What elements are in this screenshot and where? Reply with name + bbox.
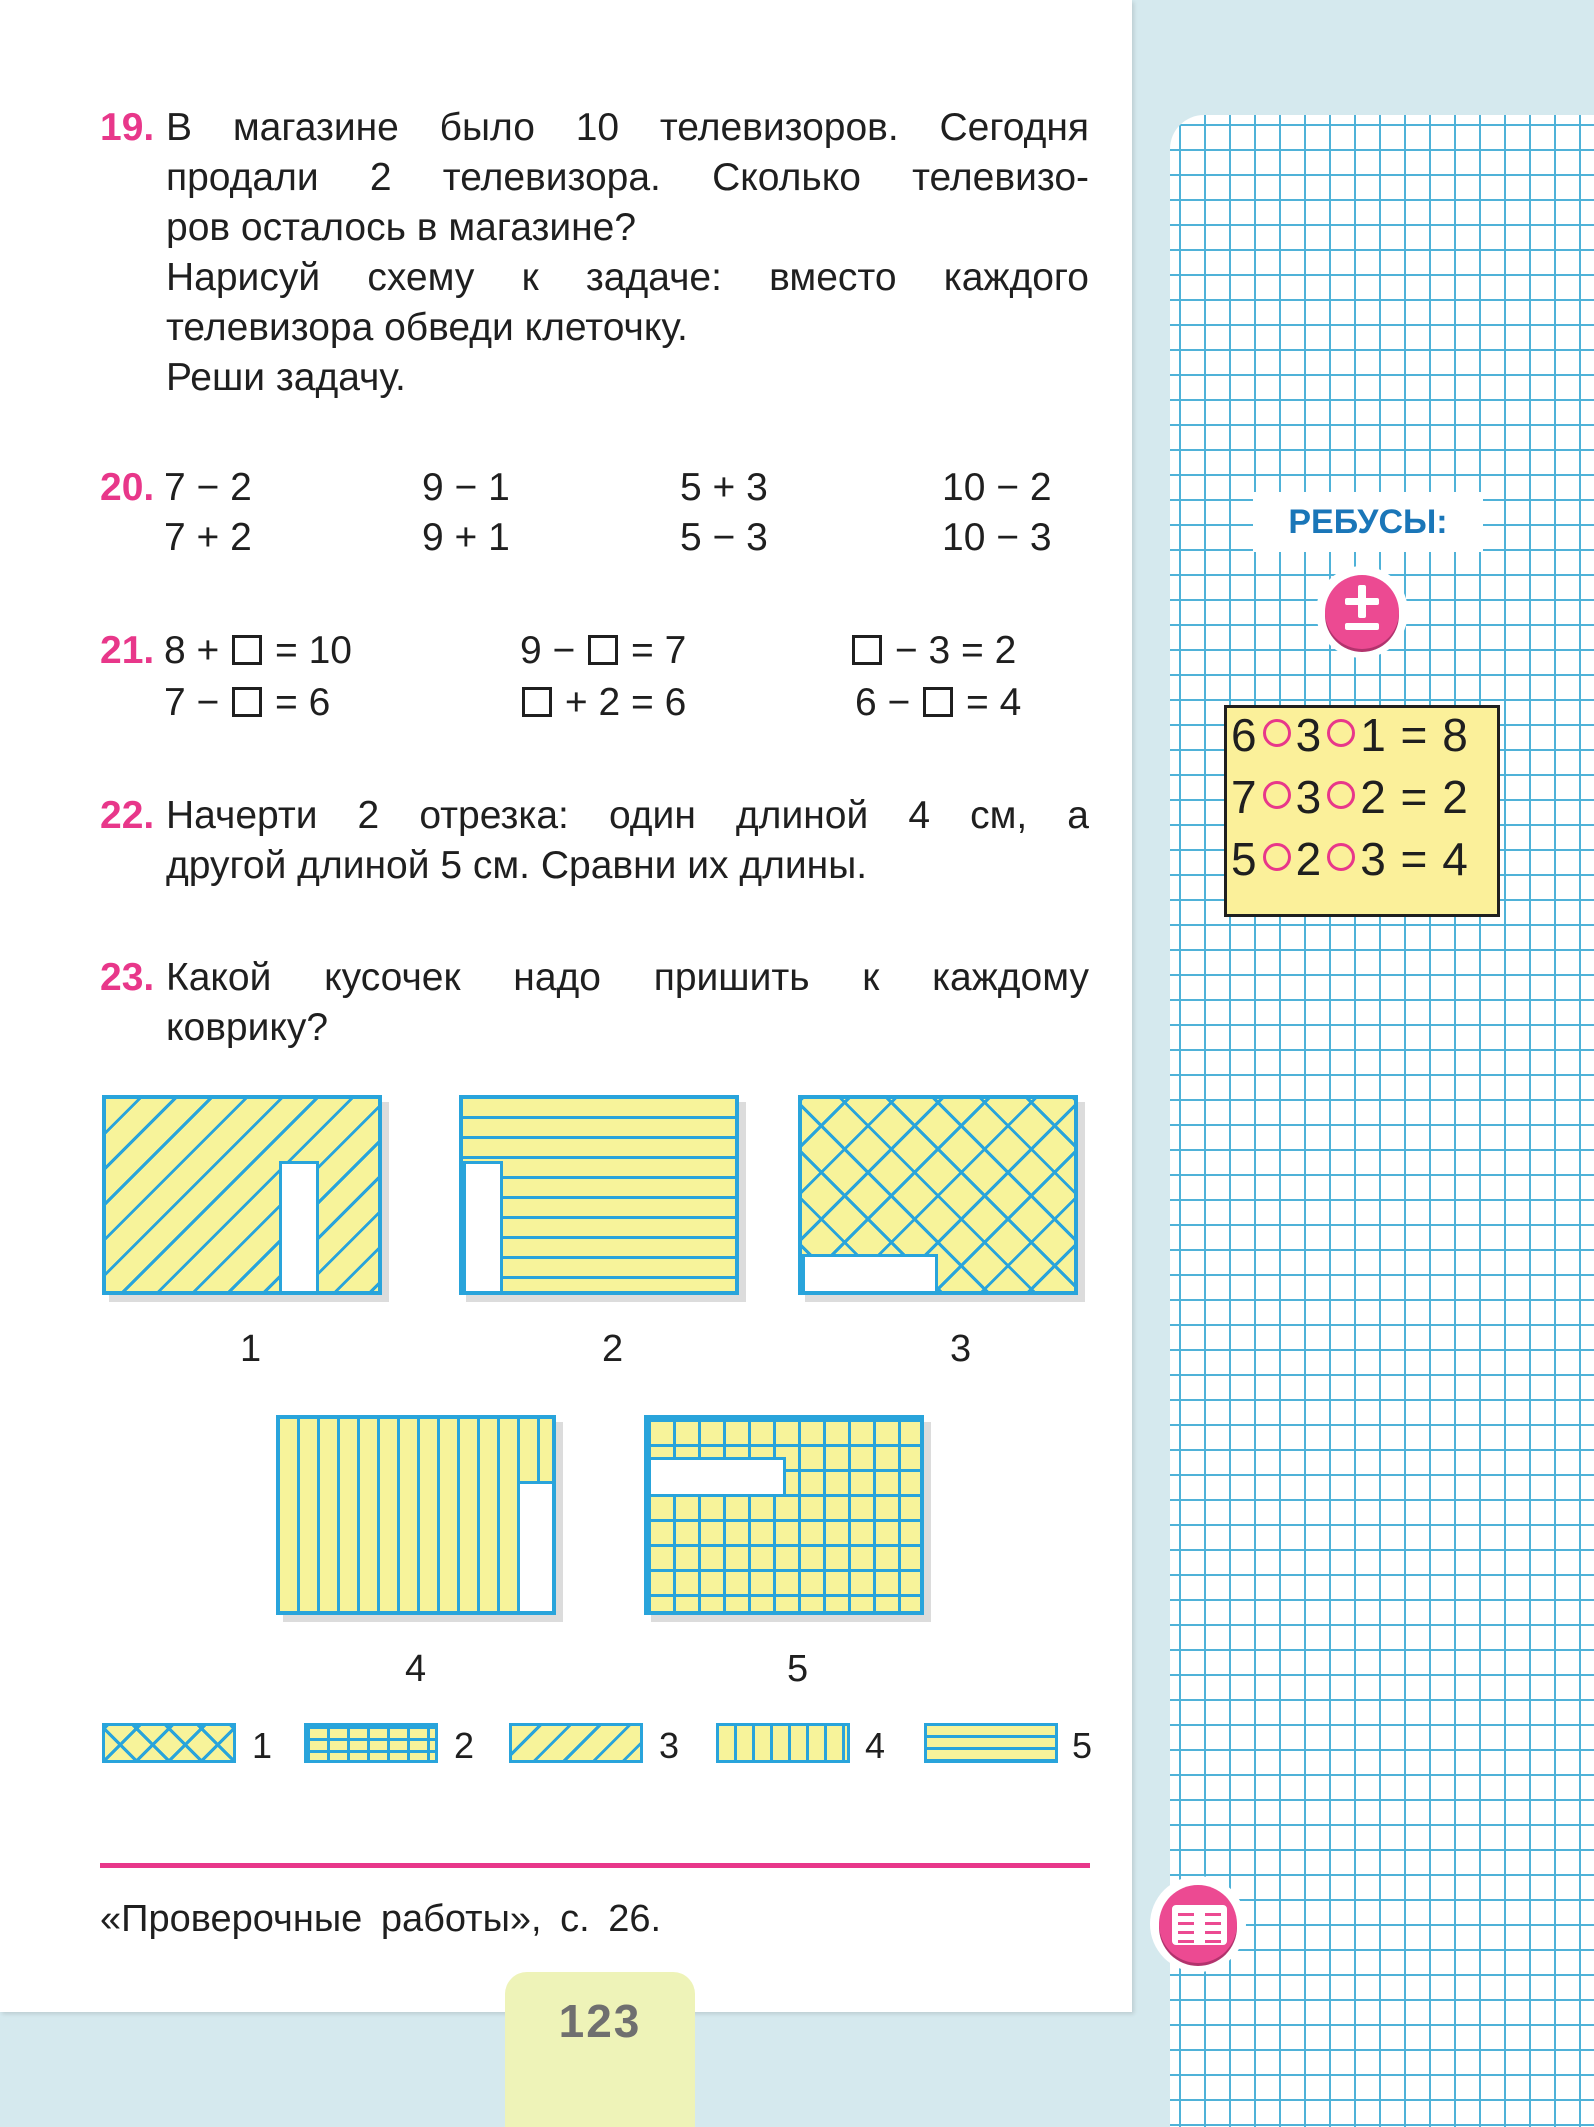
piece-label: 1	[252, 1725, 273, 1766]
piece-label: 3	[659, 1725, 680, 1766]
blank-box[interactable]	[588, 635, 618, 665]
piece-4[interactable]	[716, 1723, 850, 1763]
expression: 5 − 3	[680, 516, 768, 559]
rug-hole	[517, 1481, 556, 1615]
task-number: 21.	[100, 629, 155, 672]
operator-circle[interactable]	[1263, 843, 1291, 871]
rug-hole	[463, 1161, 503, 1295]
piece-label: 2	[454, 1725, 475, 1766]
expression: 10 − 2	[942, 466, 1052, 509]
piece-label: 4	[865, 1725, 886, 1766]
grid-paper-panel	[1170, 115, 1594, 2127]
expression: 7 − 2	[164, 466, 252, 509]
page-number-tab	[505, 1972, 695, 2127]
equation: 9 − = 7	[520, 629, 687, 672]
text-line: другой длиной 5 см. Сравни их длины.	[166, 844, 868, 887]
rug-hole	[279, 1161, 319, 1295]
expression: 7 + 2	[164, 516, 252, 559]
rebus-row: 6 3 1 = 8	[1231, 709, 1469, 761]
text-line: Какой кусочек надо пришить к каждому	[166, 956, 1089, 999]
equation: − 3 = 2	[850, 626, 1016, 676]
rebus-row: 7 3 2 = 2	[1231, 771, 1469, 823]
rug-hole	[648, 1457, 786, 1497]
rug-5[interactable]	[644, 1415, 924, 1615]
task-text	[166, 103, 1089, 403]
expression: 9 − 1	[422, 466, 510, 509]
equation: + 2 = 6	[520, 678, 686, 728]
rug-label: 2	[602, 1328, 624, 1370]
rug-label: 3	[950, 1328, 972, 1370]
piece-3[interactable]	[509, 1723, 643, 1763]
piece-label: 5	[1072, 1725, 1093, 1766]
text-line: ров осталось в магазине?	[166, 206, 637, 249]
blank-box[interactable]	[923, 687, 953, 717]
text-line: телевизора обведи клеточку.	[166, 306, 688, 349]
expression: 9 + 1	[422, 516, 510, 559]
book-icon[interactable]	[1150, 1876, 1246, 1972]
rug-label: 1	[240, 1328, 262, 1370]
text-line: коврику?	[166, 1006, 329, 1049]
page-number: 123	[558, 1995, 642, 2047]
text-line: продали 2 телевизора. Сколько телевизо-	[166, 156, 1089, 199]
text-line: Реши задачу.	[166, 356, 406, 399]
rug-4[interactable]	[276, 1415, 556, 1615]
rug-hole	[802, 1254, 938, 1295]
operator-circle[interactable]	[1263, 781, 1291, 809]
blank-box[interactable]	[232, 687, 262, 717]
rug-label: 4	[405, 1648, 427, 1690]
rug-3[interactable]	[798, 1095, 1078, 1295]
task-number: 22.	[100, 794, 155, 837]
rebus-box	[1224, 705, 1500, 917]
text-line: Нарисуй схему к задаче: вместо каждого	[166, 256, 1089, 299]
reference-note: «Проверочные работы», с. 26.	[100, 1898, 662, 1940]
task-text	[166, 953, 1089, 1053]
rebus-title: РЕБУСЫ:	[1253, 492, 1483, 552]
rug-label: 5	[787, 1648, 809, 1690]
blank-box[interactable]	[852, 635, 882, 665]
blank-box[interactable]	[522, 687, 552, 717]
equation: 7 − = 6	[164, 681, 331, 724]
piece-5[interactable]	[924, 1723, 1058, 1763]
task-number: 20.	[100, 466, 155, 509]
expression: 5 + 3	[680, 466, 768, 509]
operator-circle[interactable]	[1327, 719, 1355, 747]
plus-minus-icon	[1316, 566, 1408, 658]
equation: 6 − = 4	[855, 681, 1022, 724]
operator-circle[interactable]	[1263, 719, 1291, 747]
operator-circle[interactable]	[1327, 781, 1355, 809]
rug-1[interactable]	[102, 1095, 382, 1295]
operator-circle[interactable]	[1327, 843, 1355, 871]
text-line: Начерти 2 отрезка: один длиной 4 см, а	[166, 794, 1089, 837]
rebus-row: 5 2 3 = 4	[1231, 833, 1469, 885]
task-text	[166, 791, 1089, 891]
blank-box[interactable]	[232, 635, 262, 665]
task-number: 19.	[100, 106, 155, 149]
expression: 10 − 3	[942, 516, 1052, 559]
rug-2[interactable]	[459, 1095, 739, 1295]
text-line: В магазине было 10 телевизоров. Сегодня	[166, 106, 1089, 149]
piece-1[interactable]	[102, 1723, 236, 1763]
piece-2[interactable]	[304, 1723, 438, 1763]
divider-line	[100, 1863, 1090, 1868]
equation: 8 + = 10	[164, 629, 352, 672]
task-number: 23.	[100, 956, 155, 999]
